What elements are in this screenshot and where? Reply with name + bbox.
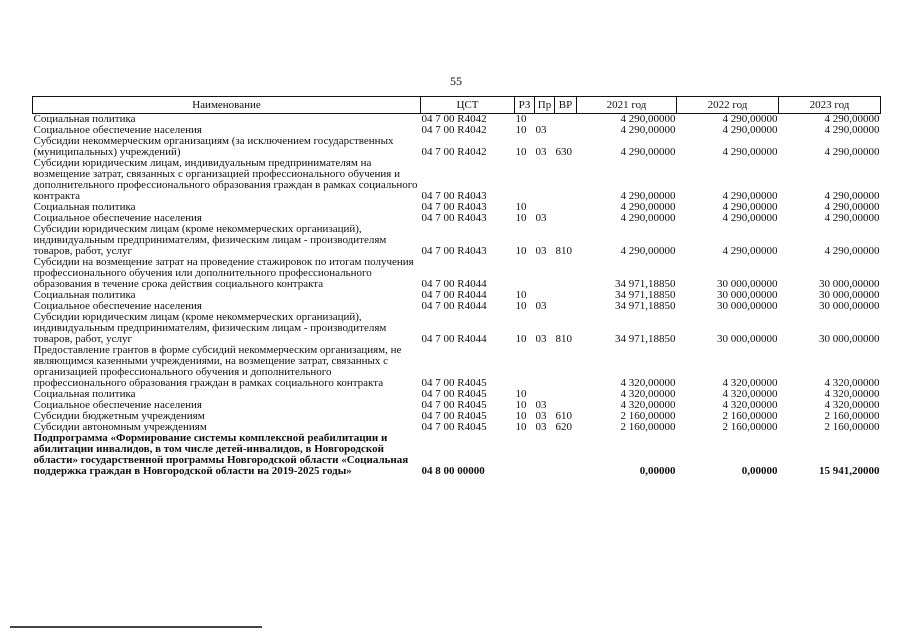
header-vr: ВР <box>555 97 577 114</box>
page-number: 55 <box>450 74 462 88</box>
row-2022: 30 000,00000 <box>717 289 778 301</box>
row-name: Социальное обеспечение населения <box>33 212 202 224</box>
row-rz: 10 <box>515 399 527 411</box>
row-2021: 34 971,18850 <box>615 333 676 345</box>
row-2023: 4 290,00000 <box>824 190 880 202</box>
row-vr: 620 <box>555 421 572 433</box>
row-cst: 04 7 00 R4044 <box>421 289 487 301</box>
header-cst: ЦСТ <box>421 97 515 114</box>
page-bottom-line <box>10 626 262 628</box>
row-cst: 04 7 00 R4045 <box>421 377 487 389</box>
row-cst: 04 7 00 R4045 <box>421 421 487 433</box>
row-cst: 04 7 00 R4044 <box>421 333 487 345</box>
row-rz: 10 <box>515 388 527 400</box>
row-2023: 15 941,20000 <box>819 465 880 477</box>
table-row <box>33 136 881 158</box>
row-2021: 4 290,00000 <box>620 201 676 213</box>
row-rz: 10 <box>515 300 527 312</box>
row-pr <box>535 345 555 389</box>
row-name: Субсидии некоммерческим организациям (за исключением государственных (муниципальных) учреждений) <box>33 135 394 158</box>
header-2022: 2022 год <box>677 97 779 114</box>
row-cst: 04 7 00 R4044 <box>421 278 487 290</box>
row-rz <box>515 257 535 290</box>
row-vr: 810 <box>555 245 572 257</box>
row-2022: 30 000,00000 <box>717 333 778 345</box>
row-2022: 4 290,00000 <box>722 124 778 136</box>
row-name: Подпрограмма «Формирование системы комплексной реабилитации и абилитации инвалидов, в том числе детей-инвалидов, в Новгородской области» государственной программы Новгородской области «Социальная поддержка граждан в Новгородской области на 2019-2025 годы» <box>33 432 409 477</box>
table-row <box>33 257 881 290</box>
table-row <box>33 312 881 345</box>
table-row <box>33 224 881 257</box>
header-pr: Пр <box>535 97 555 114</box>
row-cst: 04 7 00 R4043 <box>421 201 487 213</box>
row-2021: 4 290,00000 <box>620 124 676 136</box>
row-name: Социальная политика <box>33 201 136 213</box>
row-name: Социальное обеспечение населения <box>33 124 202 136</box>
row-rz: 10 <box>515 245 527 257</box>
row-vr: 630 <box>555 146 572 158</box>
table-row <box>33 345 881 389</box>
row-2022: 4 320,00000 <box>722 388 778 400</box>
row-2023: 4 290,00000 <box>824 245 880 257</box>
row-vr <box>555 202 577 213</box>
row-2022: 4 290,00000 <box>722 201 778 213</box>
header-name: Наименование <box>33 97 421 114</box>
row-name: Социальное обеспечение населения <box>33 399 202 411</box>
row-name: Субсидии юридическим лицам (кроме некоммерческих организаций), индивидуальным предпринимателям, физическим лицам - производителям товаров, работ, услуг <box>33 223 387 257</box>
row-rz <box>515 433 535 477</box>
row-pr: 03 <box>535 421 547 433</box>
row-pr: 03 <box>535 333 547 345</box>
budget-table <box>32 96 881 477</box>
row-name: Субсидии юридическим лицам, индивидуальным предпринимателям на возмещение затрат, связанных с организацией профессионального обучения и дополнительного профессионального образования граждан в рамках социального контракта <box>33 157 418 202</box>
row-vr <box>555 389 577 400</box>
row-cst: 04 7 00 R4043 <box>421 245 487 257</box>
row-cst: 04 7 00 R4042 <box>421 113 487 125</box>
row-pr: 03 <box>535 399 547 411</box>
row-name: Субсидии на возмещение затрат на проведение стажировок по итогам получения профессионального обучения или дополнительного профессионального образования в течение срока действия социального контракта <box>33 256 414 290</box>
row-vr <box>555 114 577 126</box>
row-2021: 4 320,00000 <box>620 399 676 411</box>
row-2021: 34 971,18850 <box>615 300 676 312</box>
table-row <box>33 433 881 477</box>
row-2023: 30 000,00000 <box>819 333 880 345</box>
row-2022: 4 320,00000 <box>722 399 778 411</box>
row-name: Субсидии бюджетным учреждениям <box>33 410 205 422</box>
row-2023: 30 000,00000 <box>819 278 880 290</box>
row-2021: 4 290,00000 <box>620 190 676 202</box>
row-vr <box>555 213 577 224</box>
row-vr <box>555 433 577 477</box>
row-pr: 03 <box>535 410 547 422</box>
row-rz <box>515 345 535 389</box>
header-2021: 2021 год <box>577 97 677 114</box>
row-cst: 04 7 00 R4045 <box>421 399 487 411</box>
row-2022: 4 290,00000 <box>722 190 778 202</box>
row-2022: 30 000,00000 <box>717 278 778 290</box>
row-name: Социальная политика <box>33 388 136 400</box>
row-vr: 810 <box>555 333 572 345</box>
row-2021: 4 320,00000 <box>620 377 676 389</box>
row-cst: 04 7 00 R4042 <box>421 146 487 158</box>
row-2023: 30 000,00000 <box>819 289 880 301</box>
row-2023: 4 320,00000 <box>824 388 880 400</box>
row-2023: 4 290,00000 <box>824 201 880 213</box>
row-2022: 4 290,00000 <box>722 245 778 257</box>
table-body <box>33 114 881 478</box>
row-2023: 4 290,00000 <box>824 212 880 224</box>
row-2022: 2 160,00000 <box>722 410 778 422</box>
header-2023: 2023 год <box>779 97 881 114</box>
row-2023: 2 160,00000 <box>824 421 880 433</box>
row-2023: 4 290,00000 <box>824 146 880 158</box>
row-pr: 03 <box>535 300 547 312</box>
row-2021: 4 320,00000 <box>620 388 676 400</box>
row-vr: 610 <box>555 410 572 422</box>
row-rz: 10 <box>515 124 527 136</box>
row-rz: 10 <box>515 146 527 158</box>
row-cst: 04 8 00 00000 <box>421 465 485 477</box>
row-cst: 04 7 00 R4043 <box>421 212 487 224</box>
row-pr <box>535 257 555 290</box>
row-rz: 10 <box>515 113 527 125</box>
row-2022: 2 160,00000 <box>722 421 778 433</box>
row-2023: 4 320,00000 <box>824 377 880 389</box>
row-cst: 04 7 00 R4045 <box>421 388 487 400</box>
row-rz: 10 <box>515 421 527 433</box>
row-2022: 4 290,00000 <box>722 146 778 158</box>
row-pr <box>535 433 555 477</box>
row-name: Субсидии юридическим лицам (кроме некоммерческих организаций), индивидуальным предпринимателям, физическим лицам - производителям товаров, работ, услуг <box>33 311 387 345</box>
row-rz: 10 <box>515 212 527 224</box>
row-name: Социальная политика <box>33 113 136 125</box>
row-name: Предоставление грантов в форме субсидий некоммерческим организациям, не являющимся казенными учреждениями, на возмещение затрат, связанных с организацией профессионального обучения и дополнительного профессионального образования граждан в рамках социального контракта <box>33 344 402 389</box>
row-cst: 04 7 00 R4043 <box>421 190 487 202</box>
row-cst: 04 7 00 R4042 <box>421 124 487 136</box>
row-2021: 0,00000 <box>639 465 676 477</box>
row-name: Социальное обеспечение населения <box>33 300 202 312</box>
row-pr: 03 <box>535 245 547 257</box>
row-2023: 4 290,00000 <box>824 124 880 136</box>
row-name: Социальная политика <box>33 289 136 301</box>
row-rz <box>515 158 535 202</box>
table-row <box>33 158 881 202</box>
row-vr <box>555 125 577 136</box>
row-rz: 10 <box>515 201 527 213</box>
row-cst: 04 7 00 R4045 <box>421 410 487 422</box>
row-pr <box>535 158 555 202</box>
row-2023: 4 290,00000 <box>824 113 880 125</box>
row-pr: 03 <box>535 212 547 224</box>
row-vr <box>555 257 577 290</box>
row-rz: 10 <box>515 333 527 345</box>
row-pr: 03 <box>535 146 547 158</box>
row-2021: 2 160,00000 <box>620 410 676 422</box>
row-rz: 10 <box>515 289 527 301</box>
row-2023: 30 000,00000 <box>819 300 880 312</box>
row-2023: 2 160,00000 <box>824 410 880 422</box>
row-2022: 0,00000 <box>741 465 778 477</box>
row-2022: 4 320,00000 <box>722 377 778 389</box>
row-rz: 10 <box>515 410 527 422</box>
row-2021: 34 971,18850 <box>615 289 676 301</box>
row-pr: 03 <box>535 124 547 136</box>
row-2021: 2 160,00000 <box>620 421 676 433</box>
row-vr <box>555 301 577 312</box>
row-2022: 4 290,00000 <box>722 212 778 224</box>
table-header-row <box>33 97 881 114</box>
row-2023: 4 320,00000 <box>824 399 880 411</box>
row-2021: 4 290,00000 <box>620 212 676 224</box>
row-2021: 4 290,00000 <box>620 245 676 257</box>
row-vr <box>555 345 577 389</box>
row-vr <box>555 158 577 202</box>
row-name: Субсидии автономным учреждениям <box>33 421 207 433</box>
row-vr <box>555 290 577 301</box>
row-2022: 30 000,00000 <box>717 300 778 312</box>
row-2021: 4 290,00000 <box>620 146 676 158</box>
header-rz: РЗ <box>515 97 535 114</box>
row-2021: 4 290,00000 <box>620 113 676 125</box>
row-2022: 4 290,00000 <box>722 113 778 125</box>
row-2021: 34 971,18850 <box>615 278 676 290</box>
row-cst: 04 7 00 R4044 <box>421 300 487 312</box>
